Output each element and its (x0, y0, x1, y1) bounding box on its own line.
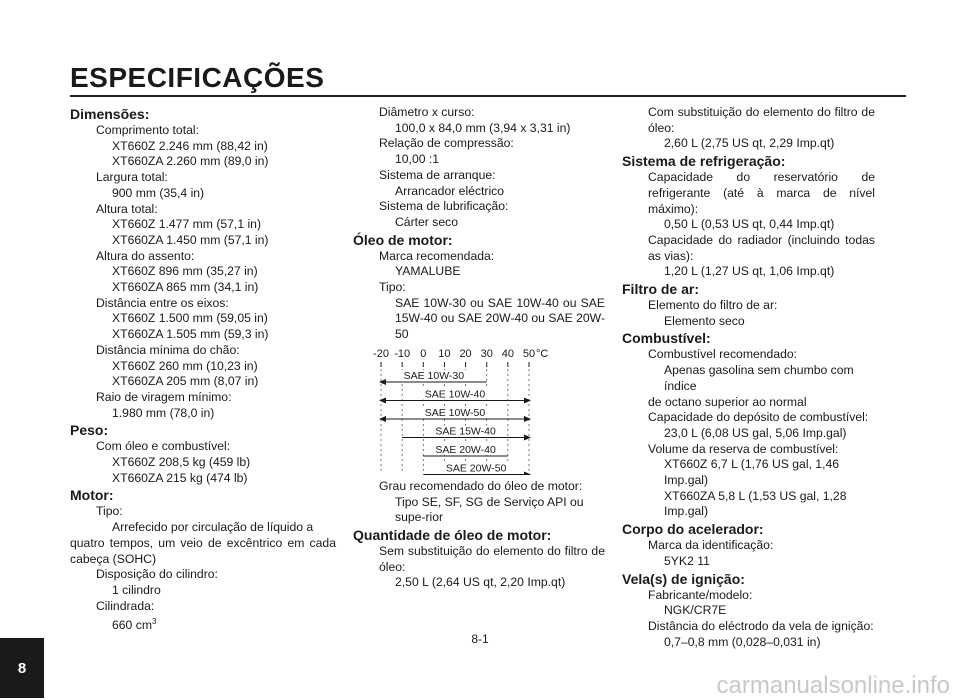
chart-series-label: SAE 20W-50 (445, 462, 507, 475)
spec-label: Raio de viragem mínimo: (96, 389, 232, 404)
chart-series-label: SAE 10W-40 (424, 388, 486, 401)
spec-value: 900 mm (35,4 in) (112, 185, 205, 200)
spec-value: XT660Z 2.246 mm (88,42 in) (112, 138, 268, 153)
chapter-tab: 8 (0, 638, 44, 698)
spec-label: Largura total: (96, 170, 168, 185)
page-title: ESPECIFICAÇÕES (70, 62, 325, 93)
spec-value: Cárter seco (395, 214, 458, 229)
spec-value-rest: de octano superior ao normal (648, 394, 807, 409)
chart-arrow-left (379, 416, 386, 422)
heading-acelerador: Corpo do acelerador: (622, 521, 764, 538)
chart-tick-label: 20 (459, 347, 472, 360)
spec-value: SAE 10W-30 ou SAE 10W-40 ou SAE 15W-40 ou SAE 20W-40 ou SAE 20W-50 (395, 295, 606, 342)
chart-arrow-right (524, 416, 531, 422)
chart-unit-label: °C (536, 347, 549, 360)
spec-value: XT660Z 896 mm (35,27 in) (112, 264, 258, 279)
spec-label: Altura do assento: (96, 248, 195, 263)
spec-value: 10,00 :1 (395, 152, 440, 167)
spec-paragraph (70, 520, 336, 567)
spec-value: XT660ZA 2.260 mm (89,0 in) (112, 154, 269, 169)
spec-value: 1.980 mm (78,0 in) (112, 405, 215, 420)
spec-value: XT660ZA 5,8 L (1,53 US gal, 1,28 Imp.gal) (664, 488, 847, 519)
spec-label: Grau recomendado do óleo de motor: (379, 478, 583, 493)
spec-value: XT660ZA 865 mm (34,1 in) (112, 280, 259, 295)
spec-label: Relação de compressão: (379, 136, 514, 151)
spec-value: XT660Z 6,7 L (1,76 US gal, 1,46 Imp.gal) (664, 457, 840, 488)
chart-tick-label: 50 (522, 347, 536, 360)
chart-tick-label: 0 (420, 347, 427, 360)
column-1 (70, 105, 336, 634)
spec-value: 1 cilindro (112, 582, 161, 597)
spec-value: XT660Z 1.477 mm (57,1 in) (112, 217, 262, 232)
spec-value: NGK/CR7E (664, 603, 727, 618)
spec-value: 0,7–0,8 mm (0,028–0,031 in) (664, 634, 821, 649)
spec-label: Capacidade do depósito de combustível: (648, 410, 869, 425)
heading-dimensoes: Dimensões: (70, 106, 150, 122)
chart-arrow-right (524, 397, 531, 403)
page-number: 8-1 (471, 632, 489, 646)
spec-value: XT660ZA 1.450 mm (57,1 in) (112, 232, 269, 247)
spec-label: Disposição do cilindro: (96, 567, 218, 582)
spec-value: XT660ZA 215 kg (474 lb) (112, 470, 248, 485)
spec-value-rest: quatro tempos, um veio de excêntrico em cada cabeça (SOHC) (70, 535, 336, 566)
chart-tick-label: -20 (373, 347, 389, 360)
spec-value: Arrancador eléctrico (395, 183, 505, 198)
watermark: carmanualsonline.info (716, 672, 950, 699)
spec-value: XT660ZA 205 mm (8,07 in) (112, 374, 259, 389)
spec-value: 0,50 L (0,53 US qt, 0,44 Imp.qt) (664, 217, 835, 232)
spec-value: 100,0 x 84,0 mm (3,94 x 3,31 in) (395, 120, 571, 135)
spec-label: Comprimento total: (96, 123, 199, 137)
heading-motor: Motor: (70, 487, 114, 504)
chart-tick-label: 30 (480, 347, 493, 360)
chart-arrow-left (379, 397, 386, 403)
chart-series-label: SAE 15W-40 (435, 425, 496, 438)
heading-filtro-ar: Filtro de ar: (622, 281, 700, 298)
spec-label: Altura total: (96, 201, 158, 216)
spec-label: Sem substituição do elemento do filtro de óleo: (379, 543, 605, 574)
spec-value: XT660Z 208,5 kg (459 lb) (112, 455, 251, 470)
chart-tick-label: 40 (501, 347, 514, 360)
title-divider (70, 95, 906, 97)
spec-label: Distância entre os eixos: (96, 295, 229, 310)
spec-value: XT660Z 260 mm (10,23 in) (112, 358, 258, 373)
oil-viscosity-chart (353, 345, 605, 475)
spec-label: Volume da reserva de combustível: (648, 441, 839, 456)
column-2 (353, 105, 605, 591)
chart-series-label: SAE 10W-50 (424, 406, 486, 419)
chart-tick-label: 10 (438, 347, 451, 360)
chart-series-label: SAE 10W-30 (403, 369, 465, 382)
superscript: 3 (151, 617, 157, 627)
spec-label: Capacidade do radiador (incluindo todas as vias): (648, 232, 875, 263)
spec-label: Diâmetro x curso: (379, 105, 475, 119)
chart-arrow-left (379, 379, 386, 385)
spec-value-line: Apenas gasolina sem chumbo com índice (664, 363, 854, 393)
spec-value-line: Arrefecido por circulação de líquido a (112, 520, 314, 535)
chart-arrow-right (524, 471, 531, 475)
heading-peso: Peso: (70, 422, 109, 439)
spec-label: Com óleo e combustível: (96, 439, 231, 454)
spec-label: Fabricante/modelo: (648, 587, 753, 602)
spec-value: 1,20 L (1,27 US qt, 1,06 Imp.qt) (664, 264, 835, 279)
spec-value: YAMALUBE (395, 264, 461, 279)
chart-tick-label: -10 (394, 347, 411, 360)
spec-value: 23,0 L (6,08 US gal, 5,06 Imp.gal) (664, 425, 847, 440)
spec-label: Com substituição do elemento do filtro de óleo: (648, 105, 875, 135)
spec-value: 2,60 L (2,75 US qt, 2,29 Imp.qt) (664, 136, 835, 151)
column-3 (622, 105, 875, 650)
spec-label: Distância do eléctrodo da vela de ignição: (648, 618, 874, 633)
heading-refrigeracao: Sistema de refrigeração: (622, 153, 786, 170)
chart-arrow-right (524, 434, 531, 440)
heading-oleo-motor: Óleo de motor: (353, 231, 453, 248)
spec-label: Marca da identificação: (648, 538, 774, 553)
spec-label: Sistema de arranque: (379, 167, 496, 182)
spec-label: Distância mínima do chão: (96, 342, 240, 357)
spec-label: Tipo: (379, 280, 406, 295)
spec-value: XT660ZA 1.505 mm (59,3 in) (112, 327, 269, 342)
spec-value: Tipo SE, SF, SG de Serviço API ou supe-rior (395, 494, 584, 525)
spec-value: XT660Z 1.500 mm (59,05 in) (112, 311, 268, 326)
heading-ignicao: Vela(s) de ignição: (622, 570, 745, 587)
spec-label: Cilindrada: (96, 598, 155, 613)
spec-label: Tipo: (96, 504, 123, 519)
spec-value: 5YK2 11 (664, 553, 710, 568)
cilindrada-value: 660 cm (112, 618, 152, 633)
spec-label: Combustível recomendado: (648, 347, 798, 362)
chart-series-label: SAE 20W-40 (435, 443, 496, 456)
spec-label: Elemento do filtro de ar: (648, 298, 778, 313)
spec-value: 2,50 L (2,64 US qt, 2,20 Imp.qt) (395, 575, 566, 590)
spec-label: Marca recomendada: (379, 248, 495, 263)
heading-quantidade-oleo: Quantidade de óleo de motor: (353, 526, 552, 543)
spec-label: Sistema de lubrificação: (379, 199, 509, 214)
spec-label: Capacidade do reservatório de refrigerante (até à marca de nível máximo): (648, 170, 875, 216)
heading-combustivel: Combustível: (622, 330, 711, 347)
spec-value: Elemento seco (664, 313, 745, 328)
